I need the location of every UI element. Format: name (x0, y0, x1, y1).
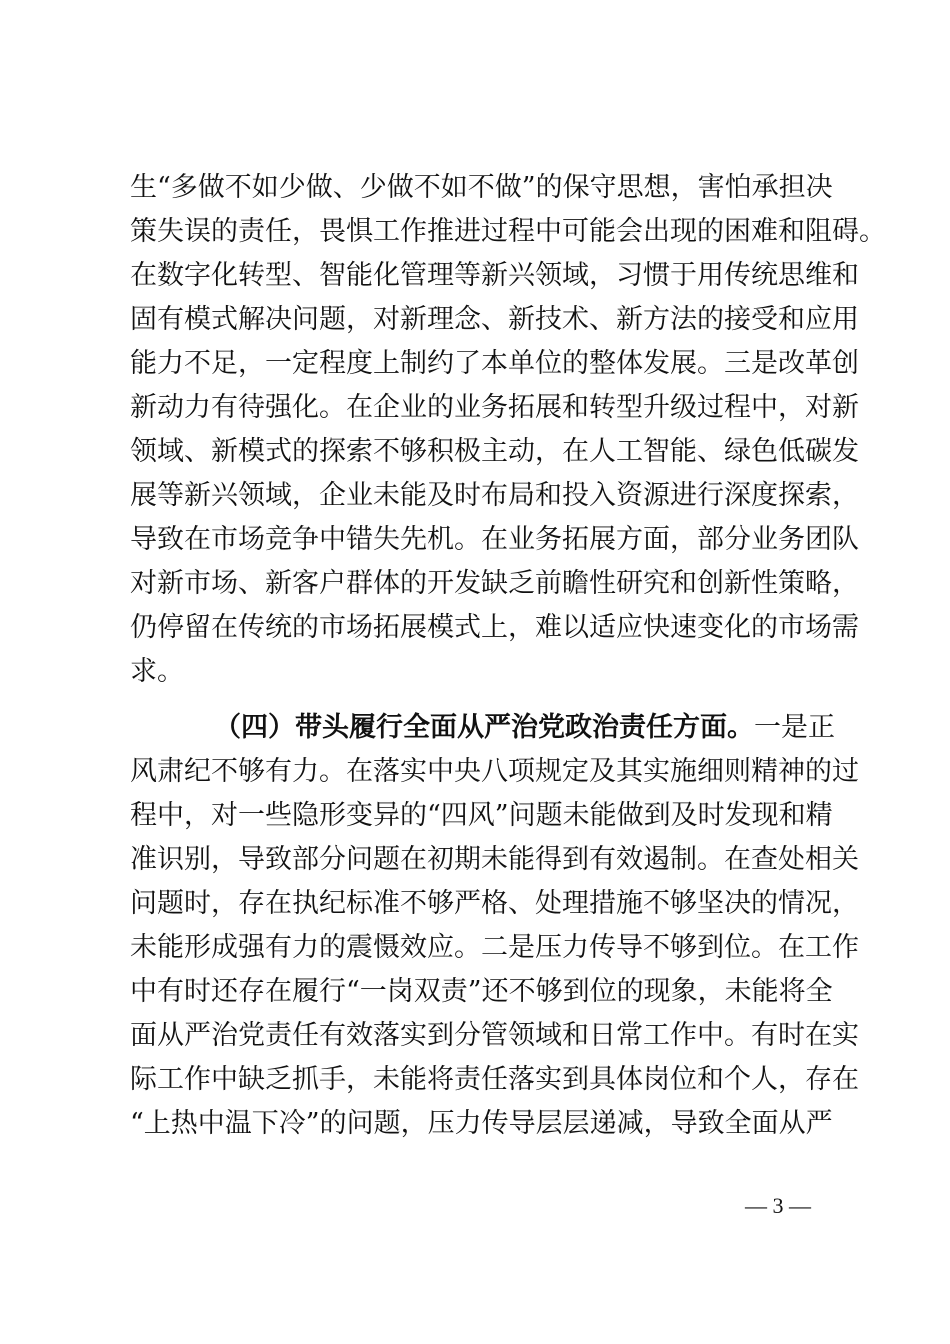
body-line: 固有模式解决问题，对新理念、新技术、新方法的接受和应用 (130, 304, 859, 335)
section-heading-continuation: 一是正 (754, 712, 835, 743)
body-line: 对新市场、新客户群体的开发缺乏前瞻性研究和创新性策略， (130, 568, 859, 599)
body-line: 仍停留在传统的市场拓展模式上，难以适应快速变化的市场需 (130, 612, 859, 643)
body-line: 中有时还存在履行“一岗双责”还不够到位的现象，未能将全 (130, 976, 833, 1007)
body-line: 际工作中缺乏抓手，未能将责任落实到具体岗位和个人，存在 (130, 1064, 859, 1095)
body-line: 能力不足，一定程度上制约了本单位的整体发展。三是改革创 (130, 348, 859, 379)
body-line: 导致在市场竞争中错失先机。在业务拓展方面，部分业务团队 (130, 524, 859, 555)
body-line: 新动力有待强化。在企业的业务拓展和转型升级过程中，对新 (130, 392, 859, 423)
body-line: 生“多做不如少做、少做不如不做”的保守思想，害怕承担决 (130, 172, 833, 203)
page-number: — 3 — (745, 1193, 811, 1218)
section-heading-line (214, 706, 835, 750)
body-line: 准识别，导致部分问题在初期未能得到有效遏制。在查处相关 (130, 844, 859, 875)
body-line: 问题时，存在执纪标准不够严格、处理措施不够坚决的情况， (130, 888, 859, 919)
body-line: 未能形成强有力的震慑效应。二是压力传导不够到位。在工作 (130, 932, 859, 963)
section-heading: （四）带头履行全面从严治党政治责任方面。 (214, 712, 754, 743)
body-line: “上热中温下冷”的问题，压力传导层层递减，导致全面从严 (130, 1108, 833, 1139)
body-line: 程中，对一些隐形变异的“四风”问题未能做到及时发现和精 (130, 800, 833, 831)
body-line: 在数字化转型、智能化管理等新兴领域，习惯于用传统思维和 (130, 260, 859, 291)
body-line: 求。 (130, 656, 184, 687)
body-line: 风肃纪不够有力。在落实中央八项规定及其实施细则精神的过 (130, 756, 859, 787)
body-line: 展等新兴领域，企业未能及时布局和投入资源进行深度探索， (130, 480, 859, 511)
body-line: 面从严治党责任有效落实到分管领域和日常工作中。有时在实 (130, 1020, 859, 1051)
body-line: 策失误的责任，畏惧工作推进过程中可能会出现的困难和阻碍。 (130, 216, 886, 247)
body-line: 领域、新模式的探索不够积极主动，在人工智能、绿色低碳发 (130, 436, 859, 467)
